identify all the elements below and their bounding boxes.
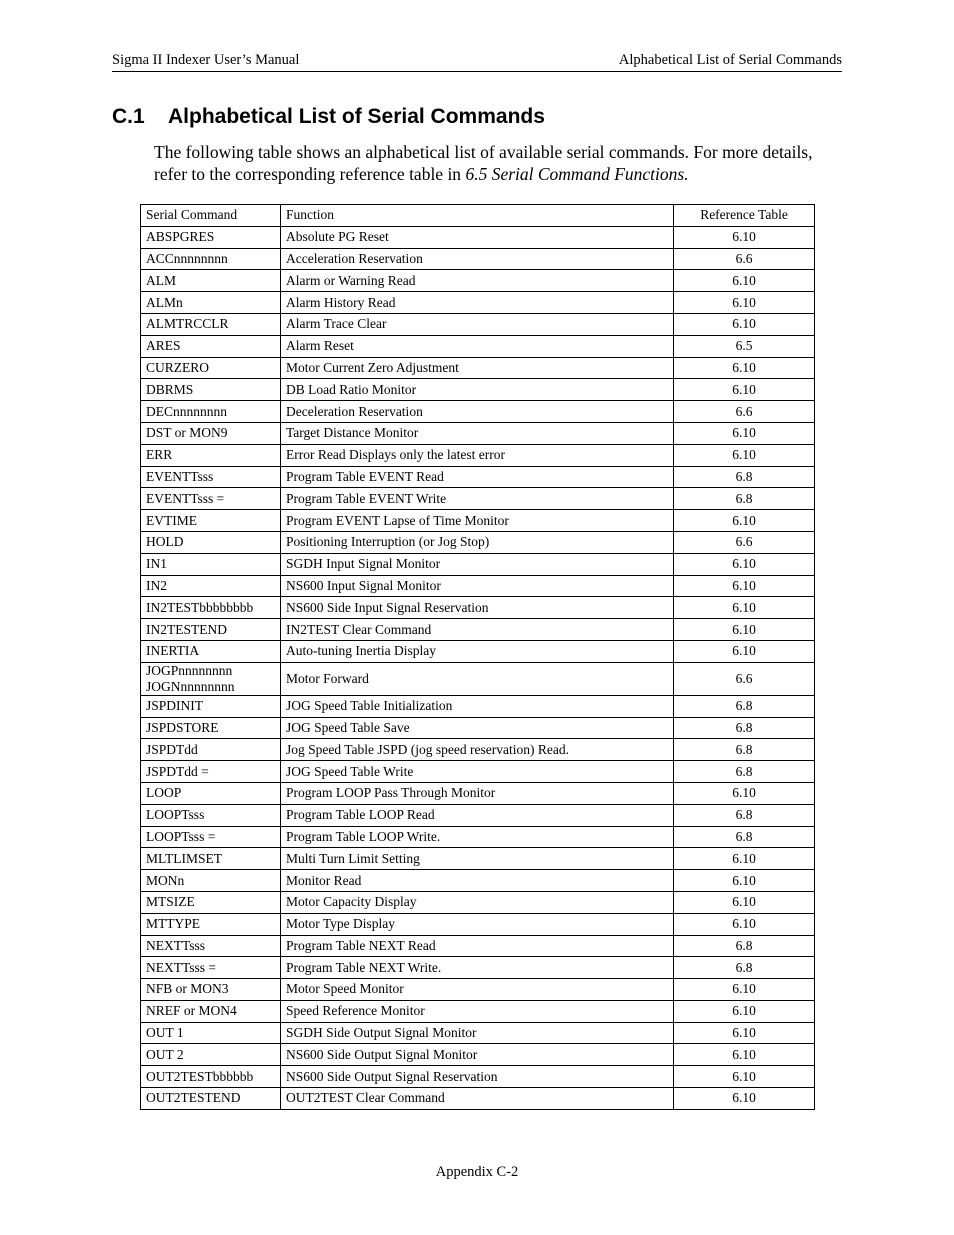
command-name: LOOPTsss xyxy=(146,807,205,823)
table-row xyxy=(141,848,815,870)
function-cell: Program LOOP Pass Through Monitor xyxy=(281,782,674,804)
table-row xyxy=(141,422,815,444)
reference-cell: 6.10 xyxy=(674,782,815,804)
command-name: EVENTTsss xyxy=(146,468,214,484)
function-cell: Program EVENT Lapse of Time Monitor xyxy=(281,510,674,532)
reference-cell: 6.8 xyxy=(674,935,815,957)
function-cell: JOG Speed Table Write xyxy=(281,761,674,783)
command-name: OUT2TESTEND xyxy=(146,1090,241,1106)
command-cell xyxy=(141,870,281,892)
reference-cell: 6.10 xyxy=(674,553,815,575)
command-cell xyxy=(141,1066,281,1088)
command-cell xyxy=(141,597,281,619)
function-cell: OUT2TEST Clear Command xyxy=(281,1088,674,1110)
reference-cell: 6.10 xyxy=(674,357,815,379)
reference-cell: 6.10 xyxy=(674,619,815,641)
function-cell: Error Read Displays only the latest error xyxy=(281,444,674,466)
command-name: IN1 xyxy=(146,556,167,572)
command-name: ARES xyxy=(146,338,181,354)
command-name: NFB or MON3 xyxy=(146,981,229,997)
function-cell: Alarm Trace Clear xyxy=(281,313,674,335)
intro-reference: 6.5 Serial Command Functions. xyxy=(465,164,689,184)
table-row xyxy=(141,357,815,379)
command-name: NREF or MON4 xyxy=(146,1003,237,1019)
reference-cell: 6.8 xyxy=(674,761,815,783)
table-row xyxy=(141,379,815,401)
command-cell xyxy=(141,695,281,717)
command-cell xyxy=(141,248,281,270)
function-cell: Positioning Interruption (or Jog Stop) xyxy=(281,531,674,553)
reference-cell: 6.10 xyxy=(674,292,815,314)
header-manual-title: Sigma II Indexer User’s Manual xyxy=(112,52,300,68)
table-row xyxy=(141,335,815,357)
command-name: MLTLIMSET xyxy=(146,850,223,866)
function-cell: Deceleration Reservation xyxy=(281,401,674,423)
function-cell: Motor Forward xyxy=(281,662,674,695)
reference-cell: 6.10 xyxy=(674,575,815,597)
function-cell: Motor Capacity Display xyxy=(281,891,674,913)
reference-cell: 6.10 xyxy=(674,226,815,248)
command-name: JSPDTdd xyxy=(146,741,198,757)
table-row xyxy=(141,913,815,935)
reference-cell: 6.10 xyxy=(674,1000,815,1022)
reference-cell: 6.8 xyxy=(674,739,815,761)
command-cell xyxy=(141,444,281,466)
function-cell: Target Distance Monitor xyxy=(281,422,674,444)
command-name: ALMTRCCLR xyxy=(146,316,229,332)
table-row xyxy=(141,597,815,619)
reference-cell: 6.10 xyxy=(674,313,815,335)
reference-cell: 6.10 xyxy=(674,891,815,913)
reference-cell: 6.10 xyxy=(674,1088,815,1110)
function-cell: Program Table NEXT Write. xyxy=(281,957,674,979)
command-cell xyxy=(141,619,281,641)
function-cell: NS600 Side Output Signal Reservation xyxy=(281,1066,674,1088)
command-name: INERTIA xyxy=(146,643,200,659)
table-row xyxy=(141,761,815,783)
reference-cell: 6.8 xyxy=(674,695,815,717)
table-row xyxy=(141,1044,815,1066)
table-row xyxy=(141,891,815,913)
command-name: ALMn xyxy=(146,294,183,310)
command-name: LOOP xyxy=(146,785,182,801)
command-name: EVTIME xyxy=(146,512,197,528)
function-cell: Jog Speed Table JSPD (jog speed reservation) Read. xyxy=(281,739,674,761)
reference-cell: 6.10 xyxy=(674,1022,815,1044)
table-row xyxy=(141,226,815,248)
command-name: ALM xyxy=(146,272,176,288)
command-cell xyxy=(141,553,281,575)
command-name: HOLD xyxy=(146,534,184,550)
table-row xyxy=(141,313,815,335)
page-footer: Appendix C-2 xyxy=(435,1164,519,1180)
reference-cell: 6.8 xyxy=(674,488,815,510)
table-row xyxy=(141,640,815,662)
function-cell: NS600 Side Input Signal Reservation xyxy=(281,597,674,619)
table-row xyxy=(141,248,815,270)
column-header-function: Function xyxy=(281,205,674,227)
table-row xyxy=(141,270,815,292)
serial-commands-table xyxy=(140,204,815,1110)
command-name: MTSIZE xyxy=(146,894,195,910)
reference-cell: 6.8 xyxy=(674,717,815,739)
running-header xyxy=(112,51,842,72)
command-name: DBRMS xyxy=(146,381,194,397)
command-name: ABSPGRES xyxy=(146,229,215,245)
command-cell xyxy=(141,1044,281,1066)
command-cell xyxy=(141,848,281,870)
function-cell: Program Table LOOP Read xyxy=(281,804,674,826)
function-cell: SGDH Input Signal Monitor xyxy=(281,553,674,575)
table-row xyxy=(141,870,815,892)
command-cell xyxy=(141,313,281,335)
column-header-reference: Reference Table xyxy=(674,205,815,227)
command-cell xyxy=(141,979,281,1001)
command-cell xyxy=(141,531,281,553)
command-name: ERR xyxy=(146,447,173,463)
table-row xyxy=(141,619,815,641)
function-cell: Speed Reference Monitor xyxy=(281,1000,674,1022)
command-name: MONn xyxy=(146,872,185,888)
command-cell xyxy=(141,935,281,957)
function-cell: Monitor Read xyxy=(281,870,674,892)
command-name: LOOPTsss = xyxy=(146,828,216,844)
reference-cell: 6.10 xyxy=(674,510,815,532)
table-row xyxy=(141,826,815,848)
reference-cell: 6.8 xyxy=(674,957,815,979)
command-name: DST or MON9 xyxy=(146,425,228,441)
table-row xyxy=(141,662,815,695)
command-name: IN2 xyxy=(146,577,167,593)
column-header-command: Serial Command xyxy=(141,205,281,227)
table-row xyxy=(141,1000,815,1022)
reference-cell: 6.10 xyxy=(674,640,815,662)
function-cell: Program Table NEXT Read xyxy=(281,935,674,957)
reference-cell: 6.8 xyxy=(674,466,815,488)
command-cell xyxy=(141,292,281,314)
function-cell: Absolute PG Reset xyxy=(281,226,674,248)
function-cell: Alarm Reset xyxy=(281,335,674,357)
table-row xyxy=(141,695,815,717)
table-body xyxy=(141,226,815,1109)
command-name: JSPDSTORE xyxy=(146,719,219,735)
function-cell: Program Table EVENT Write xyxy=(281,488,674,510)
command-name: OUT 1 xyxy=(146,1025,184,1041)
table-row xyxy=(141,979,815,1001)
reference-cell: 6.10 xyxy=(674,1066,815,1088)
reference-cell: 6.10 xyxy=(674,848,815,870)
table-row xyxy=(141,466,815,488)
command-name: IN2TESTEND xyxy=(146,621,227,637)
command-cell xyxy=(141,226,281,248)
table-row xyxy=(141,935,815,957)
reference-cell: 6.10 xyxy=(674,379,815,401)
function-cell: JOG Speed Table Save xyxy=(281,717,674,739)
reference-cell: 6.6 xyxy=(674,248,815,270)
command-cell xyxy=(141,662,281,695)
table-row xyxy=(141,1088,815,1110)
command-cell xyxy=(141,782,281,804)
reference-cell: 6.8 xyxy=(674,826,815,848)
function-cell: DB Load Ratio Monitor xyxy=(281,379,674,401)
reference-cell: 6.6 xyxy=(674,401,815,423)
table-row xyxy=(141,717,815,739)
table-row xyxy=(141,804,815,826)
command-name: ACCnnnnnnnn xyxy=(146,250,228,266)
command-cell xyxy=(141,401,281,423)
function-cell: Motor Type Display xyxy=(281,913,674,935)
reference-cell: 6.6 xyxy=(674,662,815,695)
section-number: C.1 xyxy=(112,105,145,128)
table-row xyxy=(141,510,815,532)
command-cell xyxy=(141,335,281,357)
function-cell: Alarm or Warning Read xyxy=(281,270,674,292)
command-name: EVENTTsss = xyxy=(146,490,225,506)
function-cell: Motor Speed Monitor xyxy=(281,979,674,1001)
command-cell xyxy=(141,422,281,444)
command-name: JSPDTdd = xyxy=(146,763,209,779)
command-name: NEXTTsss = xyxy=(146,959,217,975)
intro-paragraph xyxy=(154,141,834,185)
section-heading xyxy=(112,105,545,129)
command-cell xyxy=(141,1022,281,1044)
reference-cell: 6.10 xyxy=(674,1044,815,1066)
function-cell: Acceleration Reservation xyxy=(281,248,674,270)
reference-cell: 6.10 xyxy=(674,422,815,444)
section-title: Alphabetical List of Serial Commands xyxy=(168,105,545,128)
command-name: IN2TESTbbbbbbbb xyxy=(146,599,254,615)
table-row xyxy=(141,444,815,466)
command-cell xyxy=(141,739,281,761)
function-cell: NS600 Side Output Signal Monitor xyxy=(281,1044,674,1066)
command-name: JSPDINIT xyxy=(146,698,204,714)
command-name: OUT2TESTbbbbbb xyxy=(146,1068,254,1084)
reference-cell: 6.5 xyxy=(674,335,815,357)
command-name: JOGNnnnnnnnn xyxy=(146,678,235,694)
reference-cell: 6.6 xyxy=(674,531,815,553)
command-cell xyxy=(141,1088,281,1110)
command-cell xyxy=(141,510,281,532)
command-cell xyxy=(141,761,281,783)
command-name: MTTYPE xyxy=(146,916,200,932)
command-cell xyxy=(141,804,281,826)
table-row xyxy=(141,782,815,804)
command-name: DECnnnnnnnn xyxy=(146,403,227,419)
function-cell: IN2TEST Clear Command xyxy=(281,619,674,641)
command-cell xyxy=(141,1000,281,1022)
reference-cell: 6.10 xyxy=(674,597,815,619)
reference-cell: 6.8 xyxy=(674,804,815,826)
command-name: JOGPnnnnnnnn xyxy=(146,662,233,678)
table-row xyxy=(141,1022,815,1044)
function-cell: Program Table LOOP Write. xyxy=(281,826,674,848)
function-cell: Alarm History Read xyxy=(281,292,674,314)
header-section-title: Alphabetical List of Serial Commands xyxy=(618,52,842,68)
command-cell xyxy=(141,466,281,488)
function-cell: Multi Turn Limit Setting xyxy=(281,848,674,870)
table-row xyxy=(141,488,815,510)
command-cell xyxy=(141,379,281,401)
reference-cell: 6.10 xyxy=(674,444,815,466)
table-row xyxy=(141,553,815,575)
command-cell xyxy=(141,270,281,292)
function-cell: JOG Speed Table Initialization xyxy=(281,695,674,717)
command-cell xyxy=(141,640,281,662)
command-cell xyxy=(141,488,281,510)
function-cell: Auto-tuning Inertia Display xyxy=(281,640,674,662)
table-row xyxy=(141,1066,815,1088)
table-header-row xyxy=(141,205,815,227)
reference-cell: 6.10 xyxy=(674,270,815,292)
reference-cell: 6.10 xyxy=(674,913,815,935)
table-row xyxy=(141,575,815,597)
function-cell: SGDH Side Output Signal Monitor xyxy=(281,1022,674,1044)
command-name: CURZERO xyxy=(146,359,210,375)
command-cell xyxy=(141,357,281,379)
command-cell xyxy=(141,957,281,979)
command-cell xyxy=(141,826,281,848)
intro-text: The following table shows an alphabetical list of available serial commands. For more details, refer to the corresponding reference table in xyxy=(154,142,813,184)
function-cell: Motor Current Zero Adjustment xyxy=(281,357,674,379)
function-cell: NS600 Input Signal Monitor xyxy=(281,575,674,597)
table-row xyxy=(141,531,815,553)
command-cell xyxy=(141,575,281,597)
reference-cell: 6.10 xyxy=(674,979,815,1001)
reference-cell: 6.10 xyxy=(674,870,815,892)
command-cell xyxy=(141,891,281,913)
function-cell: Program Table EVENT Read xyxy=(281,466,674,488)
table-row xyxy=(141,739,815,761)
command-name: NEXTTsss xyxy=(146,937,206,953)
command-cell xyxy=(141,717,281,739)
table-row xyxy=(141,401,815,423)
command-cell xyxy=(141,913,281,935)
command-name: OUT 2 xyxy=(146,1046,184,1062)
table-row xyxy=(141,957,815,979)
table-row xyxy=(141,292,815,314)
